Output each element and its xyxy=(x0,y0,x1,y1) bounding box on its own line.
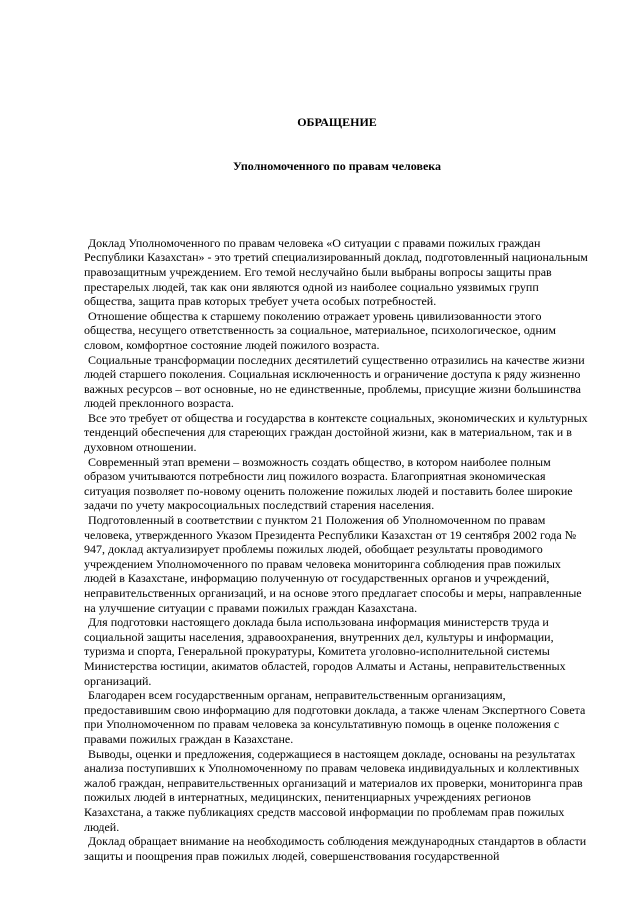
text-column xyxy=(84,0,590,863)
document-body xyxy=(84,236,590,864)
paragraph: Современный этап времени – возможность создать общество, в котором наиболее полным образом учитываются потребности лиц пожилого возраста. Благоприятная экономическая ситуация позволяет по-новому оценить положение пожилых людей и поставить более широкие задачи по учету макросоциальных последствий старения населения. xyxy=(84,454,576,513)
paragraph: Подготовленный в соответствии с пунктом 21 Положения об Уполномоченном по правам человека, утвержденного Указом Президента Республики Казахстан от 19 сентября 2002 года № 947, доклад актуализирует проблемы пожилых людей, обобщает результаты проводимого учреждением Уполномоченного по правам человека мониторинга соблюдения прав пожилых людей в Казахстане, информацию полученную от государственных органов и учреждений, неправительственных организаций, и на основе этого предлагает способы и меры, направленные на улучшение ситуации с правами пожилых граждан Казахстана. xyxy=(84,513,585,615)
document-title-line1: ОБРАЩЕНИЕ xyxy=(297,115,377,130)
document-title-line2: Уполномоченного по правам человека xyxy=(233,158,441,173)
paragraph: Все это требует от общества и государства в контексте социальных, экономических и культурных тенденций обеспечения для стареющих граждан достойной жизни, как в материальном, так и в духовном отношении. xyxy=(84,410,591,455)
document-title xyxy=(84,86,590,203)
paragraph: Отношение общества к старшему поколению отражает уровень цивилизованности этого общества, несущего ответственность за социальное, материальное, психологическое, одним словом, комфортное состояние людей пожилого возраста. xyxy=(84,308,559,352)
paragraph: Доклад обращает внимание на необходимость соблюдения международных стандартов в области защиты и поощрения прав пожилых людей, совершенствования государственной xyxy=(84,834,590,863)
paragraph: Доклад Уполномоченного по правам человека «О ситуации с правами пожилых граждан Республики Казахстан» - это третий специализированный доклад, подготовленный национальным правозащитным учреждением. Его темой неслучайно были выбраны вопросы защиты прав престарелых людей, так как они являются одной из наиболее социально уязвимых групп общества, защита прав которых требует учета особых потребностей. xyxy=(84,235,591,309)
paragraph: Социальные трансформации последних десятилетий существенно отразились на качестве жизни людей старшего поколения. Социальная исключенность и ограничение доступа к ряду жизненно важных ресурсов – вот основные, но не единственные, проблемы, присущие жизни большинства людей преклонного возраста. xyxy=(84,352,588,411)
paragraph: Для подготовки настоящего доклада была использована информация министерств труда и социальной защиты населения, здравоохранения, внутренних дел, культуры и информации, туризма и спорта, Генеральной прокуратуры, Комитета уголовно-исполнительной системы Министерства юстиции, акиматов областей, городов Алматы и Астаны, неправительственных организаций. xyxy=(84,615,569,688)
paragraph: Благодарен всем государственным органам, неправительственным организациям, предоставившим свою информацию для подготовки доклада, а также членам Экспертного Совета при Уполномоченном по правам человека за консультативную помощь в оценке положения с правами пожилых граждан в Казахстане. xyxy=(84,688,589,746)
paragraph: Выводы, оценки и предложения, содержащиеся в настоящем докладе, основаны на результатах анализа поступивших к Уполномоченному по правам человека индивидуальных и коллективных жалоб граждан, неправительственных организаций и материалов их проверки, мониторинга прав пожилых людей в интернатных, медицинских, пенитенциарных учреждениях регионов Казахстана, а также публикациях средств массовой информации по проблемам прав пожилых людей. xyxy=(84,746,586,834)
